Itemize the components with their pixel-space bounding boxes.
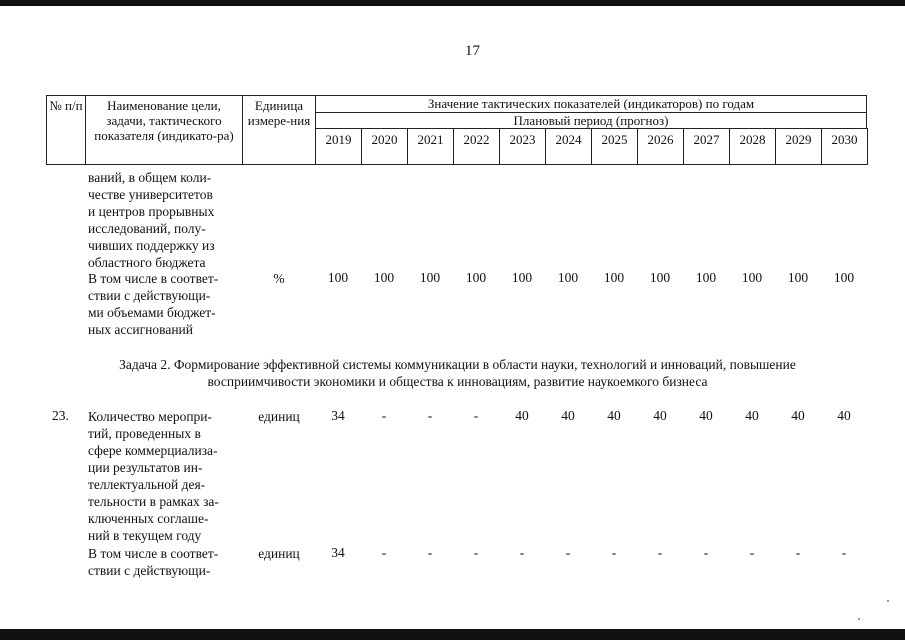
desc-line: областного бюджета xyxy=(88,255,206,270)
value-cell: 100 xyxy=(603,270,625,285)
header-year: 2019 xyxy=(315,128,362,165)
value-cell: 100 xyxy=(741,270,763,285)
value-cell: - xyxy=(381,545,387,560)
scan-top-border xyxy=(0,0,905,6)
header-name: Наименование цели, задачи, тактического показателя (индикато-ра) xyxy=(85,95,243,165)
desc-line: и центров прорывных xyxy=(88,204,215,219)
header-year: 2028 xyxy=(729,128,776,165)
desc-line: честве университетов xyxy=(88,187,213,202)
task-heading-line2: восприимчивости экономики и общества к инновациям, развитие наукоемкого бизнеса xyxy=(207,374,708,389)
task-heading-line1: Задача 2. Формирование эффективной системы коммуникации в области науки, технологий и инноваций, повышение xyxy=(119,357,796,372)
header-unit: Единица измере-ния xyxy=(242,95,316,165)
row-23-sub-unit: единиц xyxy=(258,546,300,561)
value-cell: 100 xyxy=(557,270,579,285)
value-cell: - xyxy=(611,545,617,560)
desc-line: ствии с действующи- xyxy=(88,563,211,578)
row-continuation-description xyxy=(88,169,238,271)
header-year: 2021 xyxy=(407,128,454,165)
desc-line: тельности в рамках за- xyxy=(88,494,219,509)
desc-line: Количество меропри- xyxy=(88,409,213,424)
value-cell: - xyxy=(473,545,479,560)
row-budget-description xyxy=(88,270,238,338)
value-cell: 40 xyxy=(653,408,667,423)
value-cell: 34 xyxy=(331,545,345,560)
header-year: 2027 xyxy=(683,128,730,165)
header-year: 2024 xyxy=(545,128,592,165)
value-cell: - xyxy=(795,545,801,560)
value-cell: - xyxy=(427,545,433,560)
header-year: 2030 xyxy=(821,128,868,165)
header-year: 2029 xyxy=(775,128,822,165)
desc-line: чивших поддержку из xyxy=(88,238,215,253)
value-cell: 100 xyxy=(373,270,395,285)
value-cell: 40 xyxy=(745,408,759,423)
header-year: 2025 xyxy=(591,128,638,165)
row-number: 23. xyxy=(52,408,69,423)
desc-line: ваний, в общем коли- xyxy=(88,170,212,185)
scan-bottom-border xyxy=(0,629,905,640)
desc-line: ных ассигнований xyxy=(88,322,193,337)
row-budget-unit: % xyxy=(273,271,285,286)
header-year: 2020 xyxy=(361,128,408,165)
desc-line: В том числе в соответ- xyxy=(88,271,219,286)
desc-line: ции результатов ин- xyxy=(88,460,203,475)
value-cell: 40 xyxy=(837,408,851,423)
value-cell: 100 xyxy=(327,270,349,285)
value-cell: 40 xyxy=(699,408,713,423)
desc-line: тий, проведенных в xyxy=(88,426,201,441)
value-cell: - xyxy=(381,408,387,423)
desc-line: ми объемами бюджет- xyxy=(88,305,216,320)
row-23-description xyxy=(88,408,238,544)
value-cell: 100 xyxy=(649,270,671,285)
value-cell: 100 xyxy=(419,270,441,285)
value-cell: 100 xyxy=(511,270,533,285)
header-year: 2026 xyxy=(637,128,684,165)
desc-line: теллектуальной дея- xyxy=(88,477,206,492)
value-cell: - xyxy=(427,408,433,423)
header-planned-period: Плановый период (прогноз) xyxy=(315,112,867,129)
value-cell: - xyxy=(473,408,479,423)
row-23-sub-description xyxy=(88,545,238,579)
scan-speck xyxy=(858,618,860,620)
value-cell: 40 xyxy=(561,408,575,423)
header-values-title: Значение тактических показателей (индикаторов) по годам xyxy=(315,95,867,113)
value-cell: - xyxy=(841,545,847,560)
desc-line: В том числе в соответ- xyxy=(88,546,219,561)
row-23-unit: единиц xyxy=(258,409,300,424)
value-cell: - xyxy=(657,545,663,560)
value-cell: 40 xyxy=(607,408,621,423)
value-cell: 100 xyxy=(465,270,487,285)
desc-line: ний в текущем году xyxy=(88,528,202,543)
header-year: 2023 xyxy=(499,128,546,165)
value-cell: 100 xyxy=(833,270,855,285)
desc-line: ствии с действующи- xyxy=(88,288,211,303)
value-cell: - xyxy=(749,545,755,560)
scan-speck xyxy=(887,600,889,602)
desc-line: исследований, полу- xyxy=(88,221,206,236)
value-cell: 40 xyxy=(791,408,805,423)
value-cell: 40 xyxy=(515,408,529,423)
header-number: № п/п xyxy=(46,95,86,165)
desc-line: ключенных соглаше- xyxy=(88,511,209,526)
header-year: 2022 xyxy=(453,128,500,165)
value-cell: 100 xyxy=(787,270,809,285)
page-number: 17 xyxy=(465,43,480,59)
value-cell: 100 xyxy=(695,270,717,285)
value-cell: - xyxy=(519,545,525,560)
value-cell: 34 xyxy=(331,408,345,423)
desc-line: сфере коммерциализа- xyxy=(88,443,218,458)
value-cell: - xyxy=(703,545,709,560)
value-cell: - xyxy=(565,545,571,560)
